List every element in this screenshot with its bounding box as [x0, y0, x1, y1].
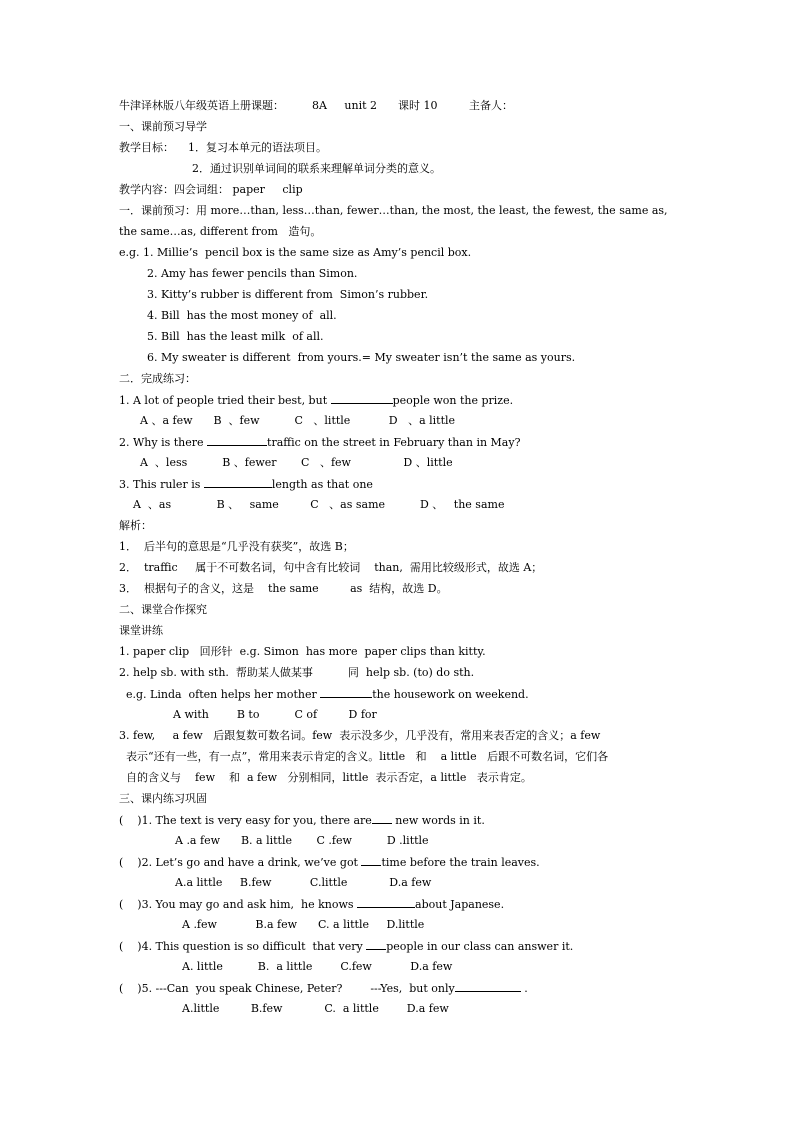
text-line: [119, 603, 207, 617]
answer-blank: [357, 897, 415, 908]
line-text: 一、课前预习导学: [119, 120, 207, 133]
line-text: 3. This ruler is: [119, 478, 204, 491]
line-text: 3． 根据句子的含义，这是 the same as 结构，故选 D。: [119, 582, 448, 595]
text-line: [147, 267, 357, 281]
text-line: [182, 960, 452, 974]
text-line: [140, 414, 455, 428]
answer-blank: [361, 855, 381, 866]
text-line: [192, 162, 441, 176]
text-line: [182, 918, 424, 932]
line-text: 解析：: [119, 519, 152, 532]
text-line: [119, 246, 471, 260]
line-text: A.little B.few C. a little D.a few: [182, 1002, 449, 1015]
text-line: [119, 666, 474, 680]
text-line: [182, 1002, 449, 1016]
answer-blank: [455, 981, 521, 992]
text-line: [119, 792, 207, 806]
line-text: 1. paper clip 回形针 e.g. Simon has more paper clips than kitty.: [119, 645, 486, 658]
text-line: [147, 309, 337, 323]
line-text-after-blank: .: [520, 982, 528, 995]
line-text: 教学内容：四会词组： paper clip: [119, 183, 303, 196]
line-text-after-blank: people in our class can answer it.: [386, 940, 574, 953]
text-line: [133, 498, 504, 512]
line-text-after-blank: length as that one: [271, 478, 373, 491]
line-text-after-blank: traffic on the street in February than in May?: [267, 436, 521, 449]
answer-blank: [331, 393, 393, 404]
line-text: A.a little B.few C.little D.a few: [175, 876, 432, 889]
text-line: [119, 540, 354, 554]
line-text-after-blank: new words in it.: [391, 814, 485, 827]
line-text: ( )5. ---Can you speak Chinese, Peter? ---Yes, but only: [119, 982, 455, 995]
text-line: [119, 435, 520, 449]
text-line: [119, 393, 513, 407]
text-line: [119, 561, 542, 575]
text-line: [119, 141, 327, 155]
answer-blank: [207, 435, 267, 446]
line-text: 一．课前预习：用 more…than, less…than, fewer…than, the most, the least, the fewest, the same as,: [119, 204, 668, 217]
line-text: 教学目标： 1．复习本单元的语法项目。: [119, 141, 327, 154]
text-line: [119, 624, 163, 638]
text-line: [119, 981, 528, 995]
text-line: [119, 582, 448, 596]
line-text: 课堂讲练: [119, 624, 163, 637]
line-text: A 、a few B 、few C 、little D 、a little: [140, 414, 456, 427]
line-text: 2. help sb. with sth. 帮助某人做某事 同 help sb. (to) do sth.: [119, 666, 475, 679]
line-text: 4. Bill has the most money of all.: [147, 309, 337, 322]
line-text-after-blank: people won the prize.: [392, 394, 514, 407]
line-text: 3. Kitty’s rubber is different from Simon’s rubber.: [147, 288, 429, 301]
text-line: [119, 729, 600, 743]
text-line: [175, 834, 429, 848]
line-text: 二、课堂合作探究: [119, 603, 207, 616]
answer-blank: [204, 477, 272, 488]
line-text: A .a few B. a little C .few D .little: [175, 834, 429, 847]
line-text: 2．通过识别单词间的联系来理解单词分类的意义。: [192, 162, 441, 175]
line-text: 2. Amy has fewer pencils than Simon.: [147, 267, 358, 280]
line-text: 1． 后半句的意思是“几乎没有获奖”，故选 B；: [119, 540, 354, 553]
answer-blank: [320, 687, 372, 698]
line-text: e.g. 1. Millie’s pencil box is the same size as Amy’s pencil box.: [119, 246, 472, 259]
text-line: [175, 876, 431, 890]
line-text: A with B to C of D for: [173, 708, 377, 721]
answer-blank: [372, 813, 392, 824]
line-text: A 、as B 、 same C 、as same D 、 the same: [133, 498, 505, 511]
line-text: ( )3. You may go and ask him, he knows: [119, 898, 358, 911]
text-line: [119, 372, 196, 386]
line-text: 三、课内练习巩固: [119, 792, 207, 805]
text-line: [119, 939, 573, 953]
line-text: A .few B.a few C. a little D.little: [182, 918, 425, 931]
text-line: [119, 120, 207, 134]
text-line: [119, 225, 321, 239]
text-line: [119, 183, 303, 197]
text-line: [119, 645, 486, 659]
line-text: ( )2. Let’s go and have a drink, we’ve got: [119, 856, 362, 869]
text-line: [119, 519, 152, 533]
text-line: [147, 330, 323, 344]
line-text-after-blank: the housework on weekend.: [372, 688, 529, 701]
text-line: [147, 351, 575, 365]
text-line: [140, 456, 453, 470]
text-line: [119, 204, 668, 218]
line-text: 1. A lot of people tried their best, but: [119, 394, 331, 407]
line-text: 6. My sweater is different from yours.= My sweater isn’t the same as yours.: [147, 351, 576, 364]
text-line: [147, 288, 428, 302]
line-text-after-blank: time before the train leaves.: [381, 856, 540, 869]
line-text-after-blank: about Japanese.: [415, 898, 505, 911]
text-line: [119, 813, 485, 827]
line-text: A. little B. a little C.few D.a few: [182, 960, 453, 973]
text-line: [119, 99, 513, 113]
line-text: 5. Bill has the least milk of all.: [147, 330, 324, 343]
line-text: 二．完成练习：: [119, 372, 196, 385]
text-line: [173, 708, 377, 722]
text-line: [126, 687, 529, 701]
text-line: [126, 771, 532, 785]
line-text: 3. few, a few 后跟复数可数名词。few 表示没多少，几乎没有，常用来表否定的含义；a few: [119, 729, 601, 742]
line-text: the same…as, different from 造句。: [119, 225, 322, 238]
answer-blank: [366, 939, 386, 950]
line-text: ( )1. The text is very easy for you, there are: [119, 814, 372, 827]
text-line: [119, 477, 373, 491]
line-text: 2. Why is there: [119, 436, 208, 449]
text-line: [126, 750, 608, 764]
line-text: e.g. Linda often helps her mother: [126, 688, 321, 701]
line-text: ( )4. This question is so difficult that very: [119, 940, 367, 953]
line-text: 2． traffic 属于不可数名词，句中含有比较词 than, 需用比较级形式，故选 A；: [119, 561, 543, 574]
line-text: A 、less B 、fewer C 、few D 、little: [140, 456, 453, 469]
line-text: 自的含义与 few 和 a few 分别相同，little 表示否定，a little 表示肯定。: [126, 771, 532, 784]
line-text: 牛津译林版八年级英语上册课题： 8A unit 2 课时 10 主备人：: [119, 99, 513, 112]
line-text: 表示“还有一些，有一点”，常用来表示肯定的含义。little 和 a little 后跟不可数名词，它们各: [126, 750, 609, 763]
text-line: [119, 855, 540, 869]
text-line: [119, 897, 504, 911]
